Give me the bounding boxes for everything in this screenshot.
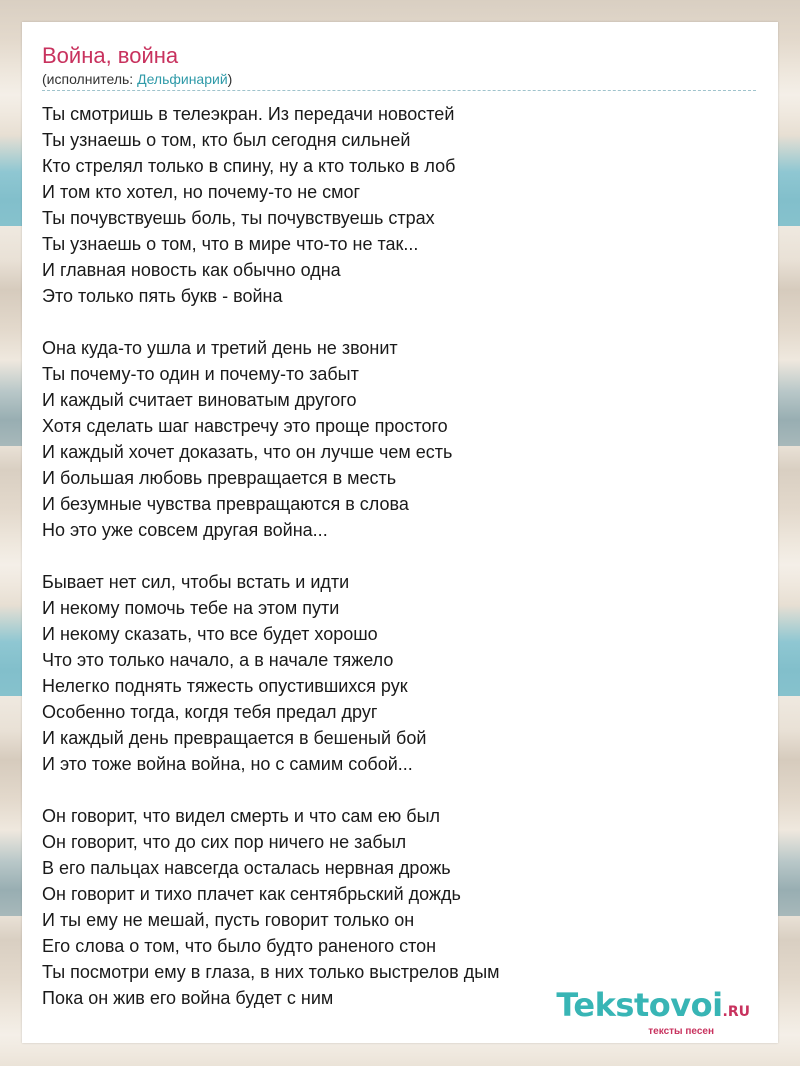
lyric-line: Ты почувствуешь боль, ты почувствуешь страх	[42, 208, 435, 228]
lyric-line: И некому помочь тебе на этом пути	[42, 598, 340, 618]
lyric-line: Он говорит и тихо плачет как сентябрьский дождь	[42, 884, 461, 904]
lyric-line: Хотя сделать шаг навстречу это проще простого	[42, 416, 448, 436]
lyrics-card	[22, 22, 778, 1043]
lyric-line: И том кто хотел, но почему-то не смог	[42, 182, 361, 202]
watermark-domain: .RU	[722, 1004, 750, 1020]
lyric-line: Он говорит, что видел смерть и что сам ею был	[42, 806, 441, 826]
lyric-line: И каждый день превращается в бешеный бой	[42, 728, 427, 748]
lyric-line: И каждый хочет доказать, что он лучше чем есть	[42, 442, 453, 462]
lyric-line: Кто стрелял только в спину, ну а кто только в лоб	[42, 156, 456, 176]
watermark-main-text: Tekstovoi	[556, 986, 723, 1024]
lyric-line: И некому сказать, что все будет хорошо	[42, 624, 378, 644]
lyric-line: И ты ему не мешай, пусть говорит только он	[42, 910, 415, 930]
lyric-line: В его пальцах навсегда осталась нервная дрожь	[42, 858, 451, 878]
song-title: Война, война	[42, 43, 179, 68]
lyric-line: Пока он жив его война будет с ним	[42, 988, 334, 1008]
artist-suffix: )	[227, 71, 233, 87]
lyric-line: Он говорит, что до сих пор ничего не забыл	[42, 832, 407, 852]
lyric-line: Это только пять букв - война	[42, 286, 283, 306]
lyric-line: Она куда-то ушла и третий день не звонит	[42, 338, 398, 358]
verse	[42, 101, 756, 309]
lyrics-text	[42, 101, 756, 1011]
lyric-line: Ты почему-то один и почему-то забыт	[42, 364, 359, 384]
lyric-line: Нелегко поднять тяжесть опустившихся рук	[42, 676, 408, 696]
lyric-line: Особенно тогда, когдя тебя предал друг	[42, 702, 378, 722]
lyric-line: И это тоже война война, но с самим собой...	[42, 754, 413, 774]
lyric-line: Ты узнаешь о том, кто был сегодня сильней	[42, 130, 411, 150]
artist-line	[42, 70, 756, 91]
lyric-line: Что это только начало, а в начале тяжело	[42, 650, 394, 670]
lyric-line: Его слова о том, что было будто раненого стон	[42, 936, 437, 956]
artist-prefix: (исполнитель:	[42, 71, 138, 87]
artist-link[interactable]: Дельфинарий	[137, 71, 228, 87]
verse	[42, 803, 756, 1011]
lyric-line: И безумные чувства превращаются в слова	[42, 494, 409, 514]
lyric-line: Ты смотришь в телеэкран. Из передачи новостей	[42, 104, 455, 124]
lyric-line: Но это уже совсем другая война...	[42, 520, 328, 540]
lyric-line: Ты посмотри ему в глаза, в них только выстрелов дым	[42, 962, 500, 982]
watermark-tagline: тексты песен	[648, 1026, 714, 1037]
lyric-line: Бывает нет сил, чтобы встать и идти	[42, 572, 350, 592]
verse	[42, 335, 756, 543]
watermark-logo	[556, 988, 750, 1029]
lyric-line: И главная новость как обычно одна	[42, 260, 341, 280]
lyric-line: И большая любовь превращается в месть	[42, 468, 397, 488]
lyric-line: Ты узнаешь о том, что в мире что-то не так...	[42, 234, 419, 254]
site-watermark	[556, 988, 750, 1037]
verse	[42, 569, 756, 777]
lyric-line: И каждый считает виноватым другого	[42, 390, 357, 410]
